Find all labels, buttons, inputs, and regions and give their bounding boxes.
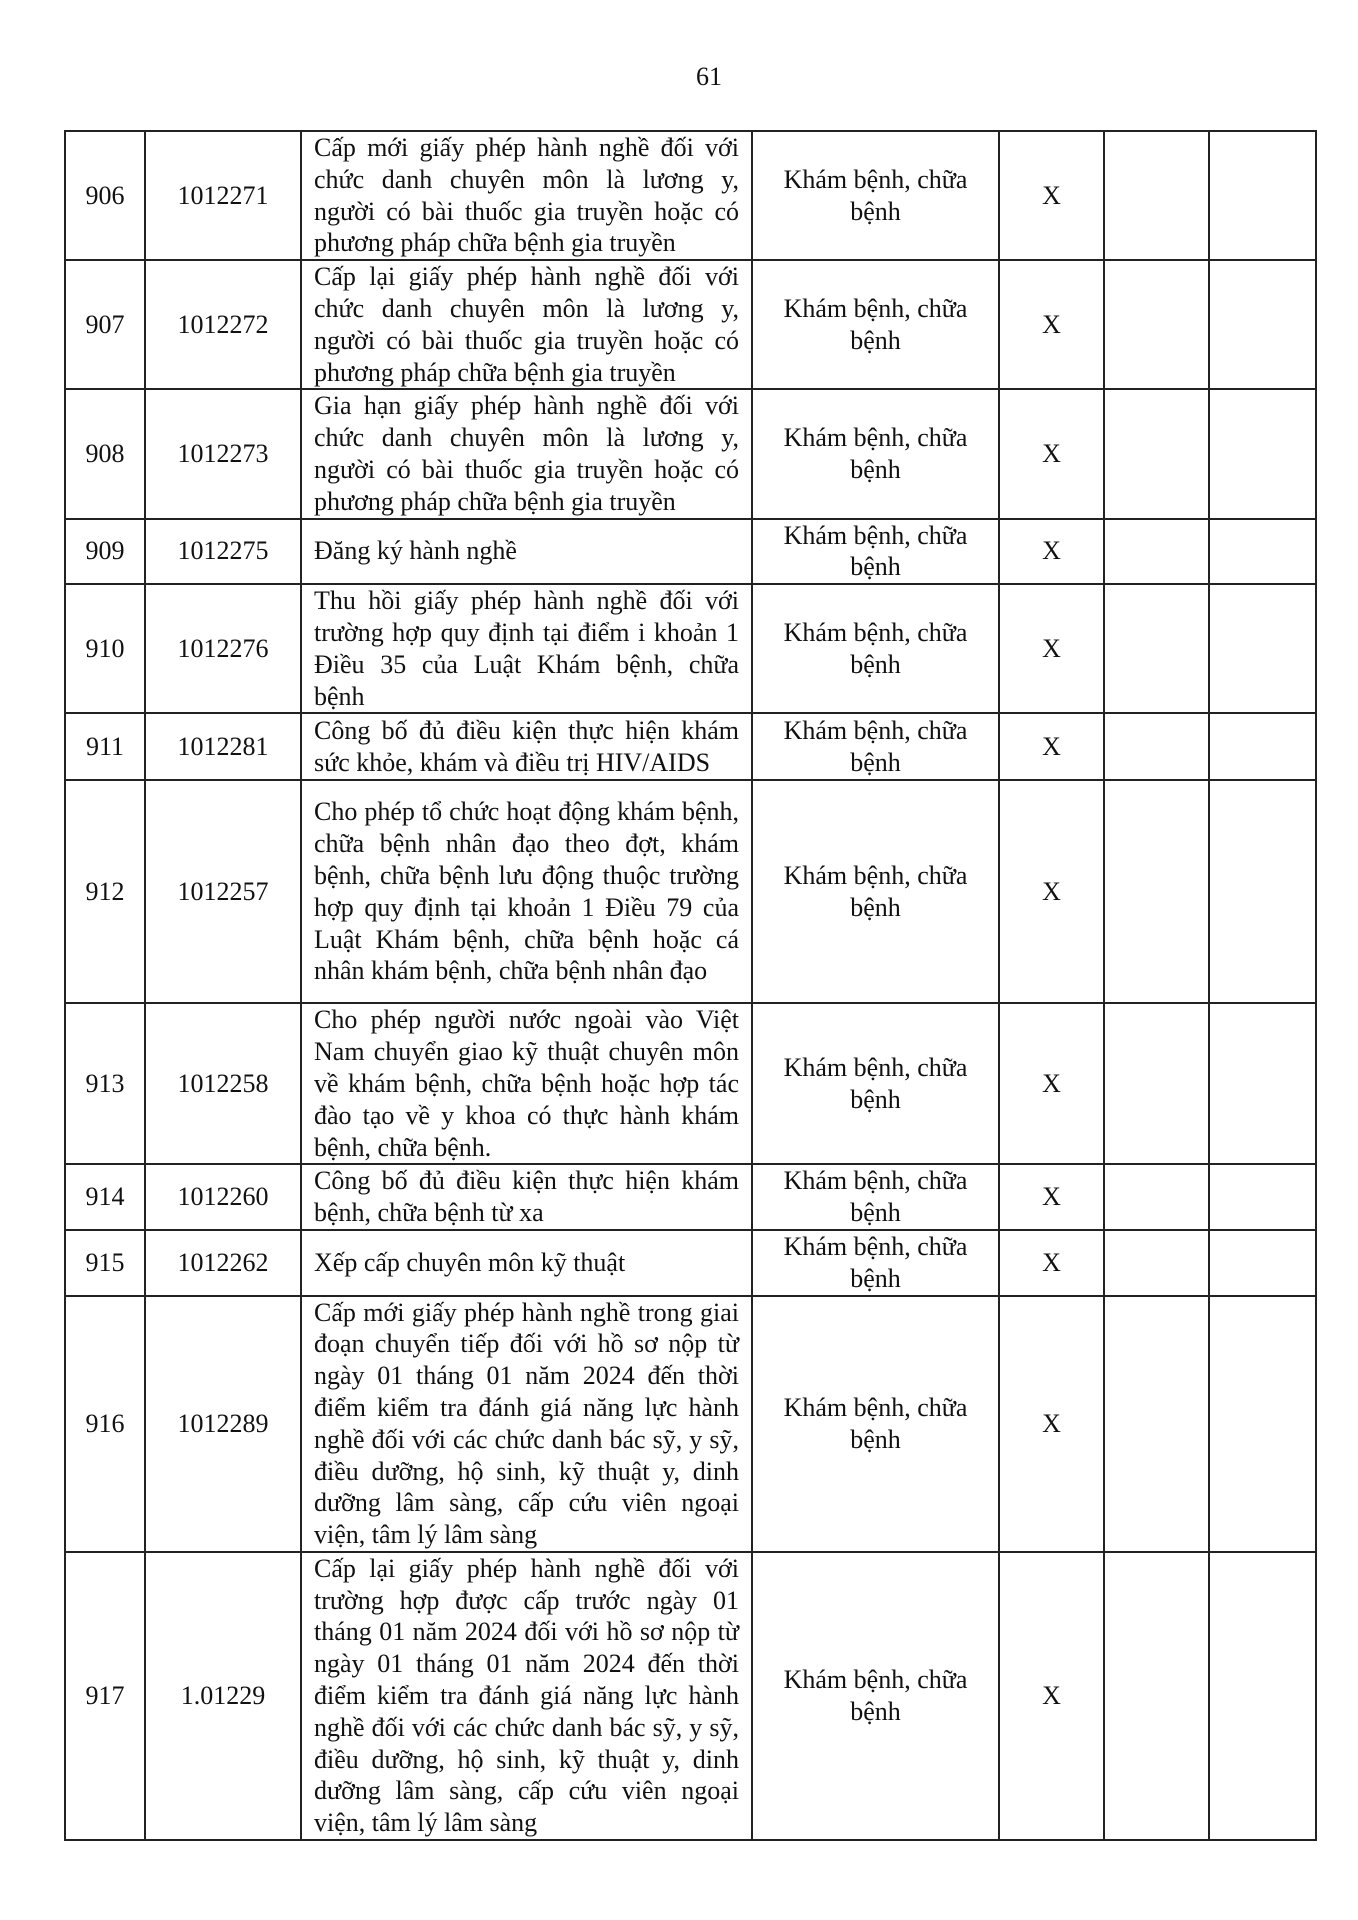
code-cell: 1012276 [145, 584, 301, 713]
empty-cell [1104, 519, 1209, 585]
field-cell: Khám bệnh, chữa bệnh [752, 519, 999, 585]
empty-cell [1104, 584, 1209, 713]
table-row [65, 780, 1316, 1003]
stt-cell: 912 [65, 780, 145, 1003]
empty-cell [1209, 1552, 1316, 1840]
field-cell: Khám bệnh, chữa bệnh [752, 1552, 999, 1840]
empty-cell [1104, 131, 1209, 260]
code-cell: 1012271 [145, 131, 301, 260]
table-row [65, 260, 1316, 389]
field-cell: Khám bệnh, chữa bệnh [752, 1230, 999, 1296]
name-cell [301, 1230, 752, 1296]
empty-cell [1104, 780, 1209, 1003]
name-cell [301, 1003, 752, 1164]
table-row [65, 519, 1316, 585]
empty-cell [1209, 389, 1316, 518]
table-row [65, 1164, 1316, 1230]
mark-cell: X [999, 1164, 1104, 1230]
mark-cell: X [999, 1552, 1104, 1840]
empty-cell [1209, 780, 1316, 1003]
procedure-name: Cho phép người nước ngoài vào Việt Nam chuyển giao kỹ thuật chuyên môn về khám bệnh, chữa bệnh hoặc hợp tác đào tạo về y khoa có thực hành khám bệnh, chữa bệnh. [314, 1005, 739, 1162]
empty-cell [1104, 1552, 1209, 1840]
stt-cell: 907 [65, 260, 145, 389]
table-row [65, 1230, 1316, 1296]
mark-cell: X [999, 131, 1104, 260]
empty-cell [1209, 519, 1316, 585]
stt-cell: 916 [65, 1296, 145, 1552]
code-cell: 1012260 [145, 1164, 301, 1230]
table-row [65, 1003, 1316, 1164]
stt-cell: 917 [65, 1552, 145, 1840]
empty-cell [1104, 1296, 1209, 1552]
field-cell: Khám bệnh, chữa bệnh [752, 713, 999, 780]
mark-cell: X [999, 1003, 1104, 1164]
procedure-name: Thu hồi giấy phép hành nghề đối với trường hợp quy định tại điểm i khoản 1 Điều 35 của Luật Khám bệnh, chữa bệnh [314, 586, 739, 711]
name-cell [301, 389, 752, 518]
code-cell: 1012275 [145, 519, 301, 585]
stt-cell: 910 [65, 584, 145, 713]
code-cell: 1012273 [145, 389, 301, 518]
table-row [65, 1552, 1316, 1840]
code-cell: 1012262 [145, 1230, 301, 1296]
empty-cell [1104, 1164, 1209, 1230]
mark-cell: X [999, 713, 1104, 780]
empty-cell [1209, 1230, 1316, 1296]
name-cell [301, 584, 752, 713]
field-cell: Khám bệnh, chữa bệnh [752, 260, 999, 389]
empty-cell [1209, 131, 1316, 260]
code-cell: 1.01229 [145, 1552, 301, 1840]
stt-cell: 909 [65, 519, 145, 585]
empty-cell [1104, 389, 1209, 518]
name-cell [301, 1552, 752, 1840]
mark-cell: X [999, 260, 1104, 389]
empty-cell [1104, 1230, 1209, 1296]
table-row [65, 389, 1316, 518]
mark-cell: X [999, 1296, 1104, 1552]
stt-cell: 906 [65, 131, 145, 260]
procedure-name: Đăng ký hành nghề [314, 536, 517, 566]
empty-cell [1209, 1003, 1316, 1164]
empty-cell [1209, 713, 1316, 780]
name-cell [301, 780, 752, 1003]
field-cell: Khám bệnh, chữa bệnh [752, 780, 999, 1003]
name-cell [301, 131, 752, 260]
field-cell: Khám bệnh, chữa bệnh [752, 1003, 999, 1164]
name-cell [301, 1164, 752, 1230]
empty-cell [1209, 1164, 1316, 1230]
procedure-name: Xếp cấp chuyên môn kỹ thuật [314, 1247, 626, 1277]
empty-cell [1209, 1296, 1316, 1552]
page-number: 61 [696, 62, 722, 91]
stt-cell: 914 [65, 1164, 145, 1230]
mark-cell: X [999, 1230, 1104, 1296]
table-row [65, 713, 1316, 780]
name-cell [301, 519, 752, 585]
procedure-name: Cho phép tổ chức hoạt động khám bệnh, chữa bệnh nhân đạo theo đợt, khám bệnh, chữa bệnh lưu động thuộc trường hợp quy định tại khoản 1 Điều 79 của Luật Khám bệnh, chữa bệnh hoặc cá nhân khám bệnh, chữa bệnh nhân đạo [314, 797, 739, 986]
table-row [65, 131, 1316, 260]
code-cell: 1012281 [145, 713, 301, 780]
procedure-name: Cấp lại giấy phép hành nghề đối với chức danh chuyên môn là lương y, người có bài thuốc gia truyền hoặc có phương pháp chữa bệnh gia truyền [314, 262, 739, 387]
code-cell: 1012289 [145, 1296, 301, 1552]
empty-cell [1104, 713, 1209, 780]
code-cell: 1012257 [145, 780, 301, 1003]
procedures-table [64, 130, 1317, 1841]
mark-cell: X [999, 584, 1104, 713]
procedure-name: Cấp mới giấy phép hành nghề đối với chức danh chuyên môn là lương y, người có bài thuốc gia truyền hoặc có phương pháp chữa bệnh gia truyền [314, 133, 739, 258]
code-cell: 1012272 [145, 260, 301, 389]
name-cell [301, 260, 752, 389]
table-row [65, 584, 1316, 713]
field-cell: Khám bệnh, chữa bệnh [752, 131, 999, 260]
name-cell [301, 1296, 752, 1552]
field-cell: Khám bệnh, chữa bệnh [752, 584, 999, 713]
field-cell: Khám bệnh, chữa bệnh [752, 389, 999, 518]
stt-cell: 908 [65, 389, 145, 518]
name-cell [301, 713, 752, 780]
procedure-name: Cấp mới giấy phép hành nghề trong giai đoạn chuyển tiếp đối với hồ sơ nộp từ ngày 01 tháng 01 năm 2024 đến thời điểm kiểm tra đánh giá năng lực hành nghề đối với các chức danh bác sỹ, y sỹ, điều dưỡng, hộ sinh, kỹ thuật y, dinh dưỡng lâm sàng, cấp cứu viên ngoại viện, tâm lý lâm sàng [314, 1297, 739, 1550]
table-row [65, 1296, 1316, 1552]
procedure-name: Gia hạn giấy phép hành nghề đối với chức danh chuyên môn là lương y, người có bài thuốc gia truyền hoặc có phương pháp chữa bệnh gia truyền [314, 391, 739, 516]
field-cell: Khám bệnh, chữa bệnh [752, 1164, 999, 1230]
code-cell: 1012258 [145, 1003, 301, 1164]
procedure-name: Công bố đủ điều kiện thực hiện khám sức khỏe, khám và điều trị HIV/AIDS [314, 716, 739, 777]
field-cell: Khám bệnh, chữa bệnh [752, 1296, 999, 1552]
empty-cell [1104, 260, 1209, 389]
mark-cell: X [999, 389, 1104, 518]
procedure-name: Công bố đủ điều kiện thực hiện khám bệnh, chữa bệnh từ xa [314, 1166, 739, 1228]
mark-cell: X [999, 780, 1104, 1003]
stt-cell: 913 [65, 1003, 145, 1164]
mark-cell: X [999, 519, 1104, 585]
empty-cell [1104, 1003, 1209, 1164]
procedure-name: Cấp lại giấy phép hành nghề đối với trường hợp được cấp trước ngày 01 tháng 01 năm 2024 đối với hồ sơ nộp từ ngày 01 tháng 01 năm 2024 đến thời điểm kiểm tra đánh giá năng lực hành nghề đối với các chức danh bác sỹ, y sỹ, điều dưỡng, hộ sinh, kỹ thuật y, dinh dưỡng lâm sàng, cấp cứu viên ngoại viện, tâm lý lâm sàng [314, 1553, 739, 1838]
stt-cell: 911 [65, 713, 145, 780]
empty-cell [1209, 584, 1316, 713]
stt-cell: 915 [65, 1230, 145, 1296]
empty-cell [1209, 260, 1316, 389]
